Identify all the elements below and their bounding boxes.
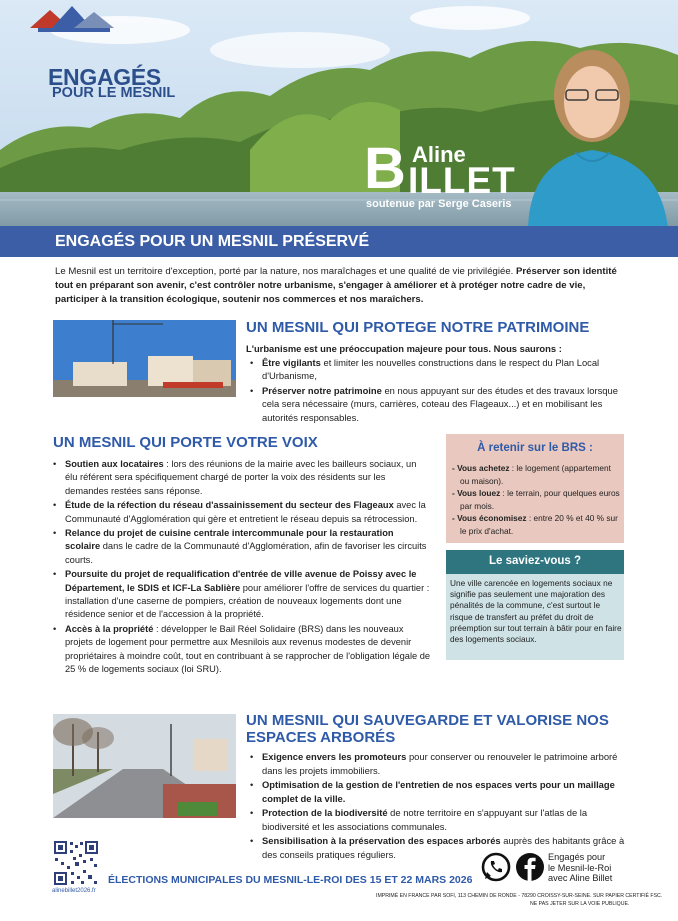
item-text: dans le cadre de la Communauté d'Agglomération, afin de favoriser les circuits courts. — [65, 541, 427, 565]
item-bold: Optimisation de la gestion de l'entretien de nos espaces verts pour un maillage complet de la ville. — [262, 779, 615, 804]
social-line3: avec Aline Billet — [548, 873, 613, 883]
logo-title: ENGAGÉS — [48, 64, 161, 90]
arbores-block — [246, 750, 626, 862]
patrimoine-lead: L'urbanisme est une préoccupation majeure pour tous. Nous saurons : — [246, 343, 562, 354]
list-item — [53, 499, 431, 526]
list-item — [53, 458, 431, 498]
item-text: en nous appuyant sur des études et des travaux lorsque cela sera nécessaire (murs, carrières, coteau des Flageaux...) et en mobilisant les autorités responsables. — [262, 384, 618, 423]
item-text: : le logement (appartement ou maison). — [460, 463, 611, 486]
hero-banner — [0, 0, 678, 228]
item-text: auprès des habitants grâce à des conseils pratiques réguliers. — [262, 835, 625, 860]
item-bold: - Vous économisez — [452, 513, 527, 523]
print-notice-1: IMPRIMÉ EN FRANCE PAR SOFI, 113 CHEMIN DE RONDE - 78290 CROISSY-SUR-SEINE. SUR PAPIER CERTIFIÉ FSC. — [376, 893, 663, 899]
brs-title: À retenir sur le BRS : — [477, 442, 593, 454]
social-caption — [548, 852, 628, 884]
candidate-support: soutenue par Serge Caseris — [366, 198, 512, 210]
item-text: : développer le Bail Réel Solidaire (BRS) dans les nouveaux projets de logement pour permettre aux Mesnilois aux revenus modestes de devenir propriétaires à moindre coût, tout en contribuant à se rapprocher de l'obligation légale de 25 % de logements sociaux (loi SRU). — [65, 623, 431, 675]
facebook-icon[interactable] — [515, 852, 545, 882]
item-bold: Protection de la biodiversité — [262, 807, 388, 818]
item-bold: Préserver notre patrimoine — [262, 384, 382, 396]
item-bold: Accès à la propriété — [65, 623, 154, 634]
list-item — [53, 568, 431, 622]
arbores-title-line1: UN MESNIL QUI SAUVEGARDE ET VALORISE NOS — [246, 712, 609, 729]
item-bold: Relance du projet de cuisine centrale intercommunale pour la restauration scolaire — [65, 528, 394, 552]
item-text: et limiter les nouvelles constructions dans le respect du Plan Local d'Urbanisme, — [262, 356, 600, 381]
item-text: : le terrain, pour quelques euros par mois. — [460, 488, 620, 511]
item-text: : entre 20 % et 40 % sur le prix d'achat. — [460, 513, 618, 536]
item-text: de notre territoire en s'appuyant sur l'atlas de la biodiversité et les associations communales. — [262, 807, 588, 832]
list-item — [53, 623, 431, 677]
arbores-title — [246, 712, 609, 746]
voix-block — [53, 458, 431, 678]
list-item — [250, 806, 626, 833]
item-bold: Être vigilants — [262, 356, 321, 368]
arbores-title-line2: ESPACES ARBORÉS — [246, 729, 396, 746]
item-bold: - Vous louez — [452, 488, 501, 498]
avenue-photo — [53, 714, 236, 818]
saviez-title: Le saviez-vous ? — [488, 555, 582, 567]
intro-paragraph — [55, 265, 630, 307]
qr-code[interactable] — [53, 840, 99, 886]
brs-list — [452, 462, 622, 537]
patrimoine-block — [246, 342, 626, 425]
list-item — [250, 750, 626, 777]
list-item — [250, 778, 626, 805]
item-text: avec la Communauté d'Agglomération qui gère et entretient le réseau depuis sa rétrocession. — [65, 500, 426, 524]
brs-item — [452, 462, 622, 487]
voix-list — [53, 458, 431, 677]
item-text: : lors des réunions de la mairie avec les bailleurs sociaux, un élu référent sera spécifiquement chargé de porter la voix des résidents sur les demandes restées sans réponse. — [65, 459, 417, 496]
item-bold: Exigence envers les promoteurs — [262, 751, 407, 762]
brs-item — [452, 512, 622, 537]
list-item — [250, 384, 626, 425]
item-bold: Poursuite du projet de requalification d'entrée de ville avenue de Poissy avec le Département, le SDIS et ICF-La Sablière — [65, 569, 417, 593]
item-bold: - Vous achetez — [452, 463, 510, 473]
item-text: pour améliorer l'offre de services du quartier : installation d'une caserne de pompiers, création de nouveaux logements dont une résidence senior et de l'accession à la propriété. — [65, 582, 430, 620]
intro-bold: Préserver son identité tout en préparant son avenir, c'est contrôler notre urbanisme, s'engager à améliorer et à protéger notre cadre de vie, participer à la transition écologique, soutenir nos commerces et nos maraîchers. — [55, 266, 617, 305]
item-bold: Sensibilisation à la préservation des espaces arborés — [262, 835, 501, 846]
banner-title: ENGAGÉS POUR UN MESNIL PRÉSERVÉ — [55, 233, 370, 250]
buildings-photo — [53, 320, 236, 397]
candidate-last-name: ILLET — [408, 160, 516, 201]
item-bold: Étude de la réfection du réseau d'assainissement du secteur des Flageaux — [65, 500, 394, 511]
social-line2: le Mesnil-le-Roi — [548, 862, 612, 873]
whatsapp-icon[interactable] — [481, 852, 511, 882]
candidate-initial: B — [364, 136, 406, 201]
patrimoine-list — [250, 356, 626, 425]
brs-item — [452, 487, 622, 512]
elections-line: ÉLECTIONS MUNICIPALES DU MESNIL-LE-ROI DES 15 ET 22 MARS 2026 — [108, 874, 473, 886]
logo-roofs-icon — [0, 0, 140, 72]
voix-title: UN MESNIL QUI PORTE VOTRE VOIX — [53, 434, 318, 451]
logo-subtitle: POUR LE MESNIL — [52, 85, 176, 101]
print-notice-2: NE PAS JETER SUR LA VOIE PUBLIQUE. — [530, 901, 630, 907]
list-item — [250, 356, 626, 383]
patrimoine-title: UN MESNIL QUI PROTEGE NOTRE PATRIMOINE — [246, 319, 590, 336]
saviez-text: Une ville carencée en logements sociaux ne signifie pas seulement une majoration des pénalités de la commune, c'est surtout le risque de transfert au préfet du droit de préemption sur tout terrain à bâtir pour en faire des logements sociaux. — [450, 578, 622, 645]
social-line1: Engagés pour — [548, 852, 606, 862]
list-item — [53, 527, 431, 567]
intro-plain: Le Mesnil est un territoire d'exception, porté par la nature, nos maraîchages et une qualité de vie privilégiée. — [55, 266, 516, 277]
item-bold: Soutien aux locataires — [65, 459, 164, 469]
arbores-list — [250, 750, 626, 861]
item-text: pour conserver ou renouveler le patrimoine arboré dans les projets immobiliers. — [262, 751, 618, 776]
candidate-first-name: Aline — [412, 142, 466, 167]
qr-caption: alinebillet2026.fr — [52, 888, 96, 894]
